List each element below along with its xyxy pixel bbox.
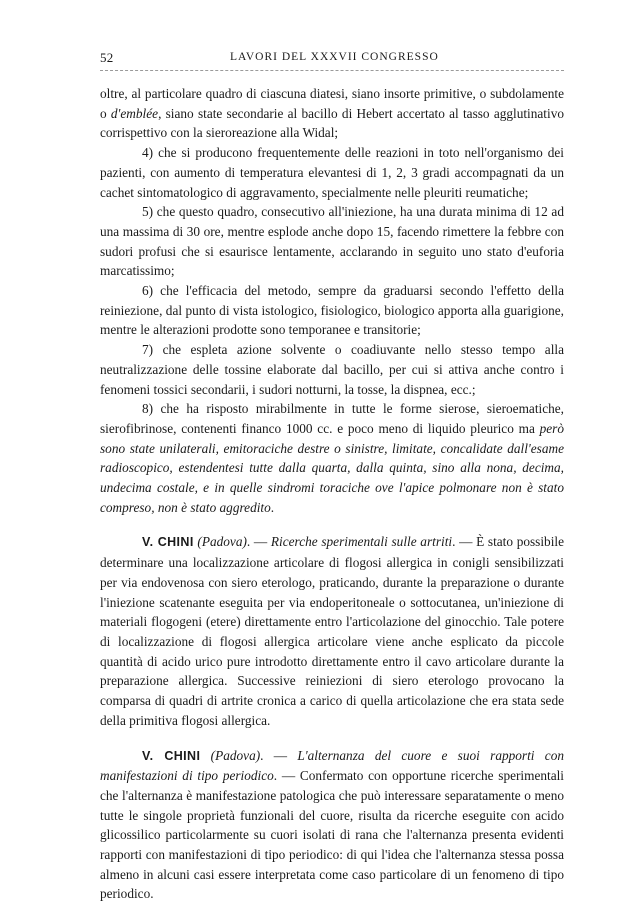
paragraph-text: oltre, al particolare quadro di ciascuna diatesi, siano insorte primitive, o subdolamente o bbox=[100, 86, 564, 121]
separator: . — bbox=[247, 534, 271, 549]
paragraph-text: 8) che ha risposto mirabilmente in tutte le forme sierose, sieroematiche, sierofibrinose, contenenti financo 1000 cc. e poco meno di liquido pleurico ma bbox=[100, 401, 564, 436]
abstract-place: (Padova) bbox=[197, 534, 246, 549]
header-divider bbox=[100, 70, 564, 71]
page-number: 52 bbox=[100, 50, 114, 66]
separator: . — bbox=[260, 748, 297, 763]
paragraph-continuation bbox=[100, 84, 564, 143]
abstract-body: Confermato con opportune ricerche sperimentali che l'alternanza è manifestazione patologica che può interessare separatamente o meno tutte le singole proprietà funzionali del cuore, risulta da ricerche eseguite con acido glicossilico particolarmente su cuori isolati di rana che l'alternanza presenta evidenti rapporti con manifestazioni di tipo periodico: di qui l'idea che l'alternanza stessa possa almeno in alcuni casi essere interpretata come caso particolare di un fenomeno di tipo periodico. bbox=[100, 768, 564, 901]
paragraph-item-8 bbox=[100, 399, 564, 517]
abstract-alternanza bbox=[100, 746, 564, 904]
running-title: LAVORI DEL XXXVII CONGRESSO bbox=[230, 51, 439, 63]
paragraph-item-7: 7) che espleta azione solvente o coadiuvante nello stesso tempo alla neutralizzazione delle tossine elaborate dal bacillo, per cui si attiva anche contro i fenomeni tossici secondarii, i sudori notturni, la tosse, la dispnea, ecc.; bbox=[100, 340, 564, 399]
emphasis-text: però sono state unilaterali, emitoraciche destre o sinistre, limitate, concalidate dall'esame radioscopico, estendentesi tutte dalla quarta, dalla quinta, sino alla nona, decima, undecima costale, e in quelle sindromi toraciche ove l'apice polmonare non è stato compreso, non è stato aggredito bbox=[100, 421, 564, 515]
abstract-body: È stato possibile determinare una localizzazione articolare di flogosi allergica in conigli sensibilizzati per via endovenosa con siero eterologo, praticando, durante la preparazione o durante l'iniezione scatenante eseguita per via endoperitoneale o sottocutanea, un'iniezione di materiali flogogeni (etere) direttamente entro l'articolazione del ginocchio. Tale potere di localizzazione di flogosi allergica articolare viene anche esplicato da piccole quantità di acido urico pure introdotto direttamente entro il cavo articolare durante la preparazione allergica. Successive reiniezioni di siero eterologo provocano la comparsa di quadri di artrite cronica a carico di quella articolazione che era stata sede della primitiva flogosi allergica. bbox=[100, 534, 564, 727]
separator: . — bbox=[274, 768, 300, 783]
paragraph-text: , siano state secondarie al bacillo di Hebert accertato al tasso agglutinativo corrispettivo con la sieroreazione alla Widal; bbox=[100, 106, 564, 141]
abstract-artriti bbox=[100, 532, 564, 730]
abstract-place: (Padova) bbox=[211, 748, 260, 763]
separator: . — bbox=[452, 534, 476, 549]
paragraph-item-4: 4) che si producono frequentemente delle reazioni in toto nell'organismo dei pazienti, con aumento di temperatura elevantesi di 1, 2, 3 gradi accompagnati da un cachet sintomatologico di aggravamento, specialmente nelle pleuriti reumatiche; bbox=[100, 143, 564, 202]
abstract-title: L'alternanza del cuore e suoi rapporti con manifestazioni di tipo periodico bbox=[100, 748, 564, 784]
paragraph-item-5: 5) che questo quadro, consecutivo all'iniezione, ha una durata minima di 12 ad una massima di 30 ore, mentre esplode anche dopo 15, facendo rimettere la febbre con sudori profusi che si esaurisce lentamente, acclarando in seguito uno stato d'euforia marcatissimo; bbox=[100, 202, 564, 281]
abstract-title: Ricerche sperimentali sulle artriti bbox=[271, 534, 452, 549]
abstract-author: V. CHINI bbox=[142, 535, 194, 549]
paragraph-text: . bbox=[271, 500, 274, 515]
page-header bbox=[100, 50, 564, 70]
emphasis-text: d'emblée bbox=[111, 106, 158, 121]
abstract-author: V. CHINI bbox=[142, 749, 200, 763]
page-body bbox=[100, 84, 564, 904]
paragraph-item-6: 6) che l'efficacia del metodo, sempre da graduarsi secondo l'effetto della reiniezione, dal punto di vista istologico, fisiologico, biologico apporta alla guarigione, mentre le alterazioni prodotte sono temporanee e transitorie; bbox=[100, 281, 564, 340]
